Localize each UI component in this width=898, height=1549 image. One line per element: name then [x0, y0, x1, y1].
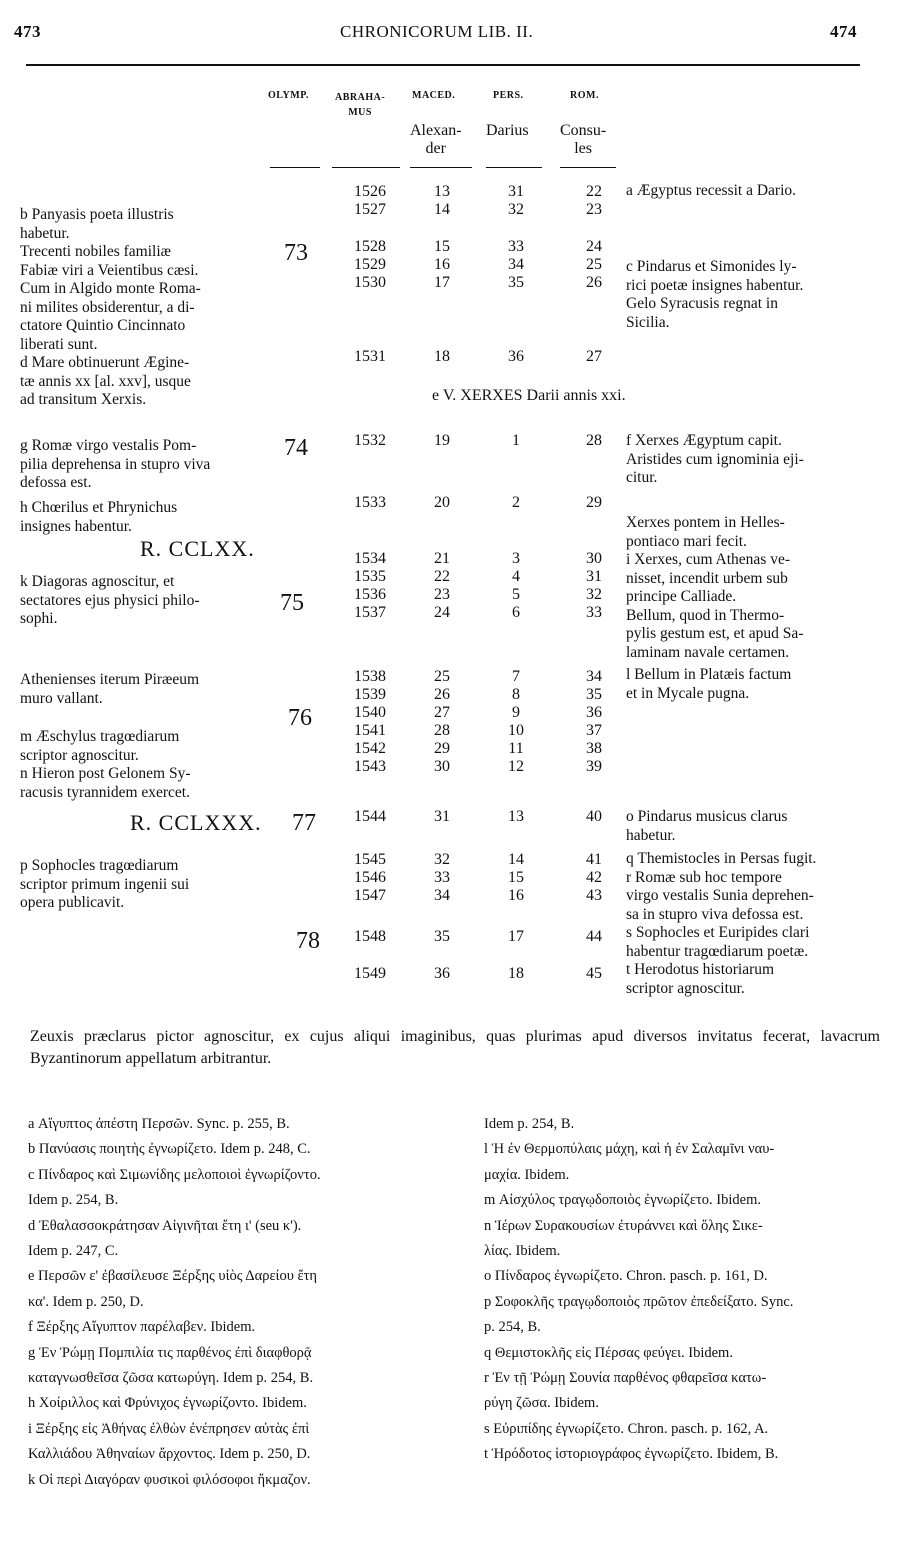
- cell-rom: 37: [586, 722, 602, 739]
- right-note: c Pindarus et Simonides ly- rici poetæ insignes habentur. Gelo Syracusis regnat in Sicilia.: [626, 258, 804, 331]
- footnote-line: καταγνωσθεῖσα ζῶσα κατωρύγη. Idem p. 254, B.: [28, 1370, 314, 1387]
- cell-rom: 28: [586, 432, 602, 449]
- cell-pers: 11: [508, 740, 524, 757]
- cell-maced: 24: [434, 604, 450, 621]
- cell-pers: 3: [512, 550, 520, 567]
- cell-maced: 13: [434, 183, 450, 200]
- cell-abrahamus: 1533: [354, 494, 386, 511]
- cell-rom: 39: [586, 758, 602, 775]
- right-note: Xerxes pontem in Helles- pontiaco mari fecit. i Xerxes, cum Athenas ve- nisset, incendit urbem sub principe Calliade. Bellum, quod in Thermo- pylis gestum est, et apud Sa- laminam navale certamen.: [626, 514, 804, 661]
- cell-pers: 6: [512, 604, 520, 621]
- cell-rom: 26: [586, 274, 602, 291]
- cell-rom: 25: [586, 256, 602, 273]
- cell-pers: 2: [512, 494, 520, 511]
- footnote-line: q Θεμιστοκλῆς εἰς Πέρσας φεύγει. Ibidem.: [484, 1344, 733, 1361]
- footnote-line: e Περσῶν ε' ἐβασίλευσε Ξέρξης υἱὸς Δαρείου ἔτη: [28, 1268, 317, 1285]
- cell-abrahamus: 1528: [354, 238, 386, 255]
- left-note: Cum in Algido monte Roma- ni milites obsiderentur, a di- ctatore Quintio Cincinnato liberati sunt.: [20, 280, 201, 353]
- cell-abrahamus: 1535: [354, 568, 386, 585]
- footnote-line: Καλλιάδου Ἀθηναίων ἄρχοντος. Idem p. 250, D.: [28, 1446, 311, 1463]
- cell-pers: 8: [512, 686, 520, 703]
- cell-abrahamus: 1540: [354, 704, 386, 721]
- cell-abrahamus: 1537: [354, 604, 386, 621]
- cell-maced: 20: [434, 494, 450, 511]
- left-note: g Romæ virgo vestalis Pom- pilia deprehensa in stupro viva defossa est.: [20, 437, 211, 491]
- footnote-line: s Εὐριπίδης ἐγνωρίζετο. Chron. pasch. p. 162, A.: [484, 1420, 769, 1437]
- cell-rom: 45: [586, 965, 602, 982]
- cell-rom: 43: [586, 887, 602, 904]
- cell-rom: 38: [586, 740, 602, 757]
- footnote-line: n Ἱέρων Συρακουσίων ἐτυράννει καὶ ὅλης Σικε-: [484, 1217, 763, 1234]
- cell-rom: 40: [586, 808, 602, 825]
- cell-pers: 1: [512, 432, 520, 449]
- col-sub-maced: Alexan- der: [410, 122, 462, 157]
- cell-maced: 28: [434, 722, 450, 739]
- left-note: Trecenti nobiles familiæ Fabiæ viri a Veientibus cæsi.: [20, 243, 199, 279]
- cell-abrahamus: 1541: [354, 722, 386, 739]
- cell-abrahamus: 1549: [354, 965, 386, 982]
- footnote-line: g Ἐν Ῥώμῃ Πομπιλία τις παρθένος ἐπὶ διαφθορᾷ: [28, 1344, 312, 1361]
- olympiad-number: 76: [288, 705, 312, 731]
- cell-maced: 21: [434, 550, 450, 567]
- cell-maced: 14: [434, 201, 450, 218]
- footnote-line: r Ἐν τῇ Ῥώμῃ Σουνία παρθένος φθαρεῖσα κατω-: [484, 1370, 767, 1387]
- right-note: o Pindarus musicus clarus habetur.: [626, 808, 788, 844]
- body-paragraph: Zeuxis præclarus pictor agnoscitur, ex cujus aliqui imaginibus, quas plurimas apud diversos invitatus fecerat, lavacrum Byzantinorum appellatum arbitrantur.: [30, 1028, 880, 1067]
- cell-pers: 13: [508, 808, 524, 825]
- cell-pers: 33: [508, 238, 524, 255]
- footnote-line: d Ἐθαλασσοκράτησαν Αἰγινῆται ἔτη ι' (seu κ').: [28, 1217, 302, 1234]
- cell-abrahamus: 1543: [354, 758, 386, 775]
- cell-maced: 31: [434, 808, 450, 825]
- cell-abrahamus: 1546: [354, 869, 386, 886]
- cell-rom: 35: [586, 686, 602, 703]
- cell-abrahamus: 1547: [354, 887, 386, 904]
- cell-abrahamus: 1538: [354, 668, 386, 685]
- cell-abrahamus: 1529: [354, 256, 386, 273]
- cell-pers: 10: [508, 722, 524, 739]
- cell-pers: 4: [512, 568, 520, 585]
- cell-abrahamus: 1536: [354, 586, 386, 603]
- footnote-line: κα'. Idem p. 250, D.: [28, 1293, 144, 1310]
- footnote-line: Idem p. 254, B.: [484, 1116, 575, 1132]
- cell-rom: 29: [586, 494, 602, 511]
- footnote-line: Idem p. 254, B.: [28, 1192, 119, 1209]
- col-rule: [270, 167, 320, 168]
- cell-maced: 19: [434, 432, 450, 449]
- footnotes-left: [28, 1112, 458, 1493]
- cell-pers: 15: [508, 869, 524, 886]
- cell-pers: 5: [512, 586, 520, 603]
- cell-pers: 18: [508, 965, 524, 982]
- cell-rom: 44: [586, 928, 602, 945]
- footnote-line: m Αἰσχύλος τραγῳδοποιὸς ἐγνωρίζετο. Ibidem.: [484, 1192, 761, 1209]
- cell-abrahamus: 1530: [354, 274, 386, 291]
- cell-rom: 30: [586, 550, 602, 567]
- cell-abrahamus: 1531: [354, 348, 386, 365]
- col-sub-pers: Darius: [486, 122, 529, 139]
- cell-abrahamus: 1544: [354, 808, 386, 825]
- olympiad-number: 75: [280, 590, 304, 616]
- footnote-line: a Αἴγυπτος ἀπέστη Περσῶν. Sync. p. 255, B.: [28, 1116, 290, 1132]
- footnote-line: μαχία. Ibidem.: [484, 1166, 570, 1183]
- cell-maced: 18: [434, 348, 450, 365]
- cell-pers: 36: [508, 348, 524, 365]
- cell-rom: 22: [586, 183, 602, 200]
- col-sub-rom: Consu- les: [560, 122, 607, 157]
- footnote-line: f Ξέρξης Αἴγυπτον παρέλαβεν. Ibidem.: [28, 1319, 256, 1336]
- footnote-line: i Ξέρξης εἰς Ἀθήνας ἐλθὼν ἐνέπρησεν αὐτὰς ἐπὶ: [28, 1420, 310, 1437]
- col-head-olymp: OLYMP.: [268, 90, 309, 101]
- cell-maced: 35: [434, 928, 450, 945]
- cell-pers: 35: [508, 274, 524, 291]
- cell-pers: 7: [512, 668, 520, 685]
- footnote-line: p Σοφοκλῆς τραγῳδοποιὸς πρῶτον ἐπεδείξατο. Sync.: [484, 1293, 794, 1310]
- cell-pers: 32: [508, 201, 524, 218]
- olympiad-number: 78: [296, 928, 320, 954]
- cell-rom: 33: [586, 604, 602, 621]
- cell-rom: 23: [586, 201, 602, 218]
- left-note: b Panyasis poeta illustris habetur.: [20, 206, 174, 242]
- cell-abrahamus: 1532: [354, 432, 386, 449]
- col-rule: [560, 167, 616, 168]
- col-rule: [332, 167, 400, 168]
- cell-rom: 24: [586, 238, 602, 255]
- footnotes-right: [484, 1112, 884, 1468]
- footnote-line: h Χοίριλλος καὶ Φρύνιχος ἐγνωρίζοντο. Ibidem.: [28, 1395, 307, 1412]
- left-note: p Sophocles tragœdiarum scriptor primum ingenii sui opera publicavit.: [20, 857, 190, 911]
- cell-maced: 17: [434, 274, 450, 291]
- footnote-line: p. 254, B.: [484, 1319, 541, 1336]
- cell-maced: 32: [434, 851, 450, 868]
- right-note: q Themistocles in Persas fugit. r Romæ sub hoc tempore virgo vestalis Sunia deprehen- sa in stupro viva defossa est. s Sophocles et Euripides clari habentur tragœdiarum poetæ. t Herodotus historiarum scriptor agnoscitur.: [626, 850, 817, 997]
- cell-abrahamus: 1527: [354, 201, 386, 218]
- cell-pers: 12: [508, 758, 524, 775]
- left-note: n Hieron post Gelonem Sy- racusis tyrannidem exercet.: [20, 765, 191, 801]
- olympiad-number: 77: [292, 810, 316, 836]
- cell-abrahamus: 1542: [354, 740, 386, 757]
- footnote-line: o Πίνδαρος ἐγνωρίζετο. Chron. pasch. p. 161, D.: [484, 1268, 768, 1285]
- cell-maced: 27: [434, 704, 450, 721]
- cell-maced: 33: [434, 869, 450, 886]
- cell-abrahamus: 1539: [354, 686, 386, 703]
- col-head-rom: ROM.: [570, 90, 599, 101]
- cell-abrahamus: 1548: [354, 928, 386, 945]
- header-rule: [26, 64, 860, 66]
- footnote-line: b Πανύασις ποιητὴς ἐγνωρίζετο. Idem p. 248, C.: [28, 1141, 311, 1158]
- footnote-line: ρύγη ζῶσα. Ibidem.: [484, 1395, 599, 1412]
- reign-heading: e V. XERXES Darii annis xxi.: [432, 387, 626, 404]
- olympiad-number: 73: [284, 240, 308, 266]
- footnote-line: k Οἱ περὶ Διαγόραν φυσικοὶ φιλόσοφοι ἤκμαζον.: [28, 1471, 311, 1488]
- footnote-line: Idem p. 247, C.: [28, 1243, 119, 1260]
- cell-pers: 34: [508, 256, 524, 273]
- cell-pers: 14: [508, 851, 524, 868]
- page-number-right: 474: [830, 22, 857, 41]
- running-title: CHRONICORUM LIB. II.: [340, 22, 534, 41]
- roman-heading: R. CCLXXX.: [130, 810, 262, 835]
- cell-rom: 36: [586, 704, 602, 721]
- cell-pers: 9: [512, 704, 520, 721]
- left-note: k Diagoras agnoscitur, et sectatores ejus physici philo- sophi.: [20, 573, 200, 627]
- olympiad-number: 74: [284, 435, 308, 461]
- cell-maced: 36: [434, 965, 450, 982]
- col-head-abrahamus: ABRAHA- MUS: [335, 92, 386, 118]
- cell-maced: 22: [434, 568, 450, 585]
- cell-abrahamus: 1545: [354, 851, 386, 868]
- cell-rom: 42: [586, 869, 602, 886]
- roman-heading: R. CCLXX.: [140, 536, 255, 561]
- footnote-line: c Πίνδαρος καὶ Σιμωνίδης μελοποιοὶ ἐγνωρίζοντο.: [28, 1166, 321, 1183]
- cell-rom: 34: [586, 668, 602, 685]
- footnote-line: t Ἡρόδοτος ἱστοριογράφος ἐγνωρίζετο. Ibidem, B.: [484, 1446, 779, 1463]
- cell-rom: 27: [586, 348, 602, 365]
- cell-maced: 29: [434, 740, 450, 757]
- cell-abrahamus: 1534: [354, 550, 386, 567]
- col-head-pers: PERS.: [493, 90, 524, 101]
- cell-rom: 32: [586, 586, 602, 603]
- cell-maced: 26: [434, 686, 450, 703]
- footnote-line: l Ἡ ἐν Θερμοπύλαις μάχη, καὶ ἡ ἐν Σαλαμῖνι ναυ-: [484, 1141, 775, 1158]
- col-rule: [486, 167, 542, 168]
- left-note: d Mare obtinuerunt Ægine- tæ annis xx [al. xxv], usque ad transitum Xerxis.: [20, 354, 191, 408]
- cell-maced: 16: [434, 256, 450, 273]
- cell-maced: 23: [434, 586, 450, 603]
- left-note: m Æschylus tragœdiarum scriptor agnoscitur.: [20, 728, 180, 764]
- cell-pers: 31: [508, 183, 524, 200]
- right-note: l Bellum in Platæis factum et in Mycale pugna.: [626, 666, 792, 702]
- footnote-line: λίας. Ibidem.: [484, 1243, 561, 1260]
- col-rule: [410, 167, 472, 168]
- right-note: f Xerxes Ægyptum capit. Aristides cum ignominia eji- citur.: [626, 432, 804, 486]
- cell-maced: 25: [434, 668, 450, 685]
- left-note: Athenienses iterum Piræeum muro vallant.: [20, 671, 200, 707]
- cell-rom: 41: [586, 851, 602, 868]
- cell-maced: 15: [434, 238, 450, 255]
- page-number-left: 473: [14, 22, 41, 41]
- left-note: h Chœrilus et Phrynichus insignes habentur.: [20, 499, 178, 535]
- right-note: a Ægyptus recessit a Dario.: [626, 182, 797, 199]
- cell-rom: 31: [586, 568, 602, 585]
- cell-maced: 34: [434, 887, 450, 904]
- cell-maced: 30: [434, 758, 450, 775]
- cell-pers: 16: [508, 887, 524, 904]
- col-head-maced: MACED.: [412, 90, 456, 101]
- cell-pers: 17: [508, 928, 524, 945]
- cell-abrahamus: 1526: [354, 183, 386, 200]
